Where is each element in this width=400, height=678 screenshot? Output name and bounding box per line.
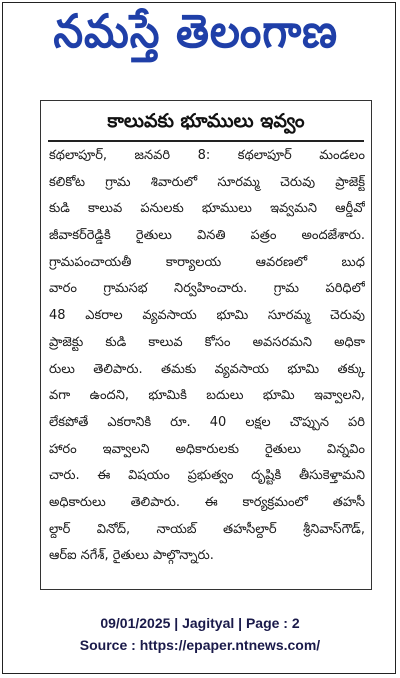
article-line: అధికారులు తెలిపారు. ఈ కార్యక్రమంలో తహసీ — [49, 494, 365, 510]
article-line: ల్దార్ వినోద్, నాయబ్ తహసీల్దార్ శ్రీనివాస్‌గౌడ్, — [49, 521, 365, 537]
article-line: కలికోట గ్రామ శివారులో సూరమ్మ చెరువు ప్రాజెక్ట్ — [49, 174, 365, 190]
source-link[interactable]: Source : https://epaper.ntnews.com/ — [79, 637, 321, 653]
footer — [0, 612, 400, 656]
article-headline: కాలువకు భూములు ఇవ్వం — [107, 110, 305, 132]
article-line: లేకపోతే ఎకరానికి రూ. 40 లక్షల చొప్పున పరి — [49, 414, 365, 430]
article-line: రులు తెలిపారు. తమకు వ్యవసాయ భూమి తక్కు — [49, 361, 365, 377]
article-line: కథలాపూర్, జనవరి 8: కథలాపూర్ మండలం — [49, 148, 365, 163]
masthead-title: నమస్తే తెలంగాణ — [53, 4, 339, 58]
article-line: జీవాకర్‌రెడ్డికి రైతులు వినతి పత్రం అందజేశారు. — [49, 228, 365, 244]
article-line: వగా ఉందని, భూమికి బదులు భూమి ఇవ్వాలని, — [49, 388, 365, 404]
article-line: వారం గ్రామసభ నిర్వహించారు. గ్రామ పరిధిలో — [49, 281, 365, 297]
masthead-logo — [6, 4, 386, 70]
article-line: 48 ఎకరాల వ్యవసాయ భూమి సూరమ్మ చెరువు — [49, 308, 365, 324]
article-line: గ్రామపంచాయతీ కార్యాలయ ఆవరణలో బుధ — [49, 254, 365, 270]
article-body — [49, 143, 365, 570]
headline-rule — [48, 140, 364, 142]
article-line: కుడి కాలువ పనులకు భూములు ఇవ్వమని ఆర్డీవో — [49, 201, 365, 217]
edition-info: 09/01/2025 | Jagityal | Page : 2 — [100, 615, 300, 631]
article-line: చారు. ఈ విషయం ప్రభుత్వం దృష్టికి తీసుకెళ్తామని — [49, 468, 365, 484]
article-line: హారం ఇవ్వాలని అధికారులకు రైతులు విన్నవిం — [49, 441, 365, 457]
article-line: ఆర్ఐ నగేశ్, రైతులు పాల్గొన్నారు. — [49, 548, 214, 564]
article-line: ప్రాజెక్టు కుడి కాలువ కోసం అవసరమని అధికా — [49, 334, 365, 350]
